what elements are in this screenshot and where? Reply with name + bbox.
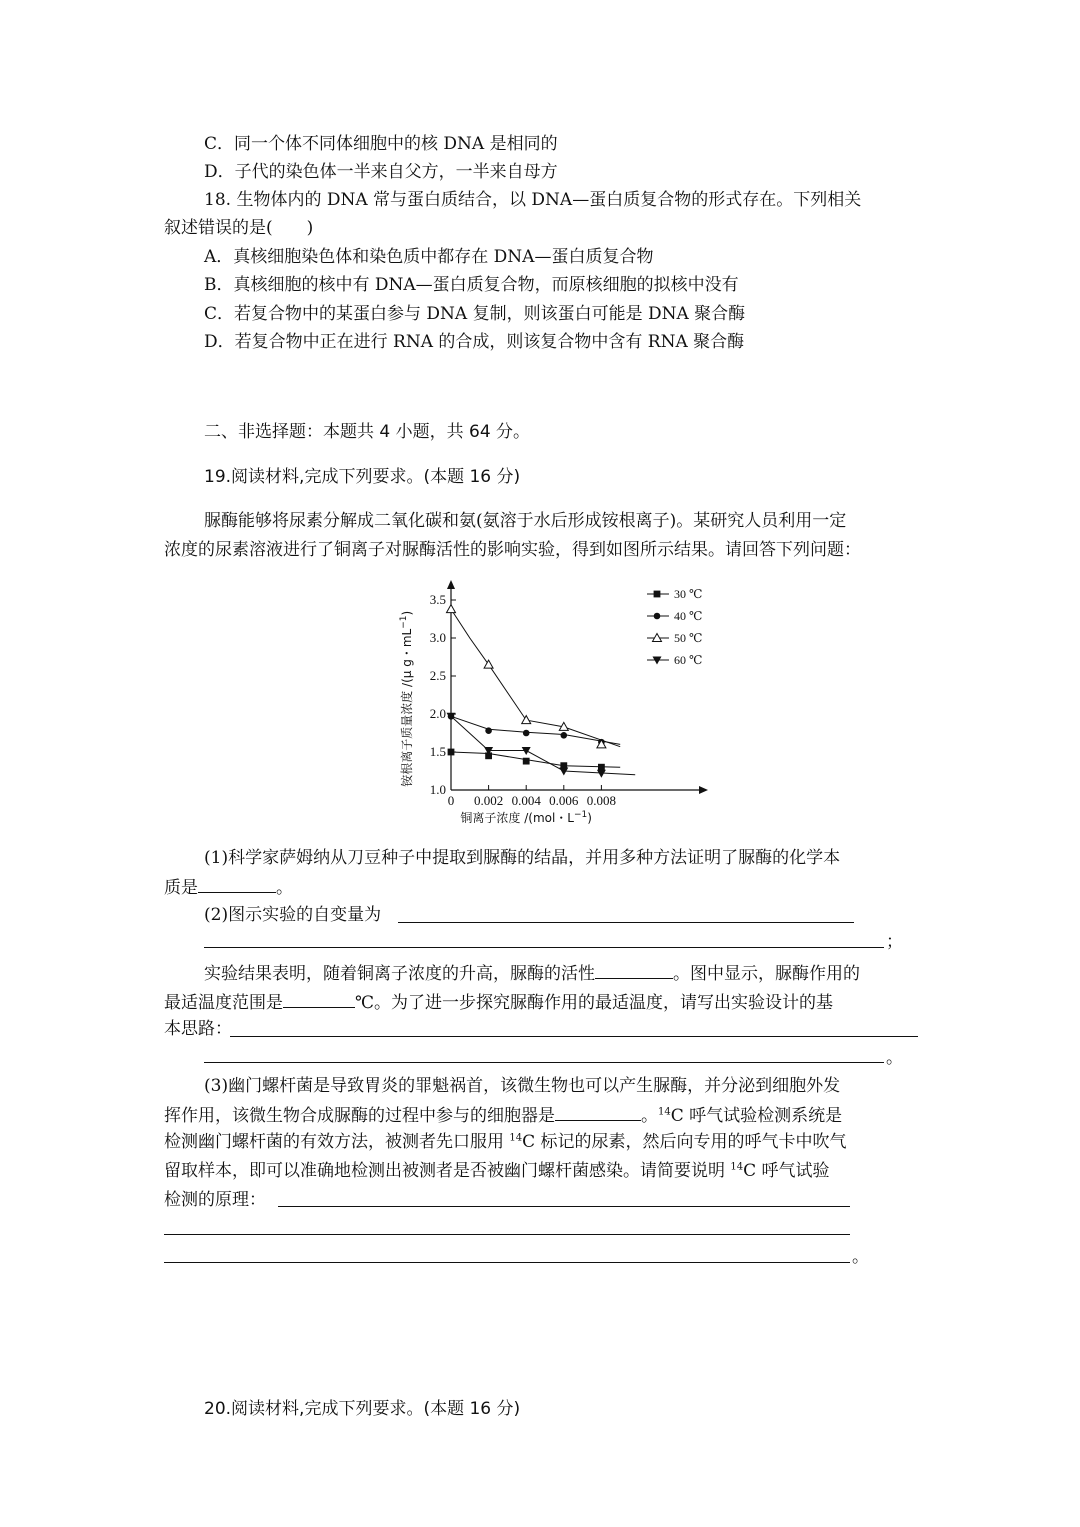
q19-p3-line3a: 检测幽门螺杆菌的有效方法，被测者先口服用 (164, 1132, 510, 1152)
q18-option-c: C．若复合物中的某蛋白参与 DNA 复制，则该蛋白可能是 DNA 聚合酶 (204, 304, 746, 324)
q19-p1-line2 (164, 874, 293, 900)
series-line-3 (451, 716, 635, 775)
data-point-1-2 (523, 730, 530, 737)
legend-label: 60 ℃ (674, 653, 703, 667)
y-tick-label: 3.0 (429, 630, 446, 645)
answer-blank-activity-trend[interactable] (595, 960, 673, 979)
answer-line-design-idea[interactable] (230, 1036, 918, 1037)
q19-title: 19.阅读材料,完成下列要求。(本题 16 分) (204, 467, 521, 487)
chart-svg (395, 578, 725, 833)
q19-p1-text: 质是 (164, 878, 198, 898)
q19-p2-line4a: 最适温度范围是 (164, 993, 283, 1013)
y-tick-label: 2.5 (429, 668, 446, 683)
q19-p2-line3a: 实验结果表明，随着铜离子浓度的升高，脲酶的活性 (204, 964, 595, 984)
y-axis-label: 铵根离子质量浓度 /(μ g・$mL^{-1}$) (399, 610, 414, 787)
q20-title: 20.阅读材料,完成下列要求。(本题 16 分) (204, 1399, 521, 1419)
series-line-0 (451, 752, 620, 767)
series-line-2 (451, 609, 620, 747)
y-tick-label: 3.5 (429, 592, 446, 607)
data-point-0-4 (598, 764, 605, 771)
q19-p3-end: 。 (852, 1247, 869, 1267)
series-line-1 (451, 716, 620, 744)
q19-p3-line5: 检测的原理： (164, 1190, 266, 1210)
y-axis-label-sup: −1 (399, 615, 409, 629)
isotope-superscript: 14 (509, 1132, 523, 1144)
q19-p3-line2a: 挥作用，该微生物合成脲酶的过程中参与的细胞器是 (164, 1106, 555, 1126)
x-axis-label-close: ) (587, 811, 592, 825)
q19-p2-line1 (204, 903, 381, 927)
q19-p3-line1: (3)幽门螺杆菌是导致胃炎的罪魁祸首，该微生物也可以产生脲酶，并分泌到细胞外发 (204, 1076, 841, 1096)
answer-line-principle-1[interactable] (278, 1206, 850, 1207)
legend-label: 50 ℃ (674, 631, 703, 645)
legend-label: 40 ℃ (674, 609, 703, 623)
q19-p3-line3b: C 标记的尿素，然后向专用的呼气卡中吹气 (522, 1132, 847, 1152)
q19-p3-line3 (164, 1130, 847, 1154)
answer-line-independent-variable[interactable] (398, 922, 854, 923)
q19-p2-line4 (164, 989, 833, 1015)
x-tick-label: 0.002 (473, 793, 504, 808)
x-axis-label-sup: −1 (574, 810, 588, 820)
q19-p3-line4 (164, 1159, 830, 1183)
q19-p2-line4b: ℃。为了进一步探究脲酶作用的最适温度，请写出实验设计的基 (355, 993, 834, 1013)
answer-line-principle-3[interactable] (164, 1262, 850, 1263)
q19-p2-line5: 本思路： (164, 1019, 232, 1039)
legend-marker (654, 613, 661, 620)
q19-p2-line3b: 。图中显示，脲酶作用的 (673, 964, 860, 984)
q19-p2-line3 (204, 960, 860, 986)
answer-blank-chemical-nature[interactable] (198, 874, 276, 893)
data-point-3-4 (597, 770, 606, 778)
y-tick-label: 2.0 (429, 706, 446, 721)
q18-stem-line2: 叙述错误的是( ) (164, 218, 314, 238)
x-tick-label: 0.008 (586, 793, 617, 808)
q19-p2-text: (2)图示实验的自变量为 (204, 905, 382, 925)
legend-label: 30 ℃ (674, 587, 703, 601)
q19-p3-line2 (164, 1102, 842, 1128)
answer-line-principle-2[interactable] (164, 1234, 850, 1235)
data-point-2-2 (522, 716, 531, 724)
legend-marker (654, 591, 661, 598)
section2-heading: 二、非选择题：本题共 4 小题，共 64 分。 (204, 422, 531, 442)
x-tick-label: 0 (447, 793, 455, 808)
answer-blank-organelles[interactable] (555, 1102, 641, 1121)
data-point-2-0 (447, 605, 456, 613)
q19-p1-end: 。 (276, 878, 293, 898)
answer-line-independent-variable-2[interactable] (204, 947, 884, 948)
data-point-0-2 (523, 758, 530, 765)
y-axis-label-close: ) (400, 610, 414, 616)
x-axis-label: 铜离子浓度 /(mol・$L^{-1}$) (460, 810, 592, 825)
q18-option-d: D．若复合物中正在进行 RNA 的合成，则该复合物中含有 RNA 聚合酶 (204, 332, 745, 352)
y-tick-label: 1.5 (429, 744, 446, 759)
x-tick-label: 0.006 (549, 793, 579, 808)
y-axis-arrow (447, 580, 455, 589)
q19-p3-line2c: C 呼气试验检测系统是 (670, 1106, 843, 1126)
urease-activity-chart (395, 578, 725, 833)
q19-p2-line2-end: ； (886, 932, 903, 952)
x-tick-label: 0.004 (511, 793, 541, 808)
q19-intro-line1: 脲酶能够将尿素分解成二氧化碳和氨(氨溶于水后形成铵根离子)。某研究人员利用一定 (204, 511, 847, 531)
q19-p3-line2b: 。 (641, 1106, 658, 1126)
q19-intro-line2: 浓度的尿素溶液进行了铜离子对脲酶活性的影响实验，得到如图所示结果。请回答下列问题： (164, 540, 861, 560)
isotope-superscript: 14 (730, 1161, 744, 1173)
q19-p2-line6-end: 。 (886, 1048, 903, 1068)
data-point-0-0 (448, 749, 455, 756)
q18-stem-line1: 18. 生物体内的 DNA 常与蛋白质结合，以 DNA—蛋白质复合物的形式存在。下列相关 (204, 190, 862, 210)
answer-line-design-idea-2[interactable] (204, 1062, 884, 1063)
q17-option-d: D．子代的染色体一半来自父方，一半来自母方 (204, 162, 558, 182)
q17-option-c: C．同一个体不同体细胞中的核 DNA 是相同的 (204, 134, 558, 154)
x-axis-arrow (699, 786, 708, 794)
data-point-2-1 (484, 660, 493, 668)
q18-option-b: B．真核细胞的核中有 DNA—蛋白质复合物，而原核细胞的拟核中没有 (204, 275, 739, 295)
isotope-superscript: 14 (658, 1106, 671, 1118)
data-point-1-1 (485, 727, 492, 734)
q18-option-a: A．真核细胞染色体和染色质中都存在 DNA—蛋白质复合物 (204, 247, 654, 267)
data-point-1-3 (561, 732, 568, 739)
q19-p1-line1: (1)科学家萨姆纳从刀豆种子中提取到脲酶的结晶，并用多种方法证明了脲酶的化学本 (204, 848, 841, 868)
q19-p3-line4a: 留取样本，即可以准确地检测出被测者是否被幽门螺杆菌感染。请简要说明 (164, 1161, 731, 1181)
answer-blank-optimal-temp[interactable] (283, 989, 355, 1008)
y-tick-label: 1.0 (429, 782, 446, 797)
q19-p3-line4b: C 呼气试验 (743, 1161, 830, 1181)
